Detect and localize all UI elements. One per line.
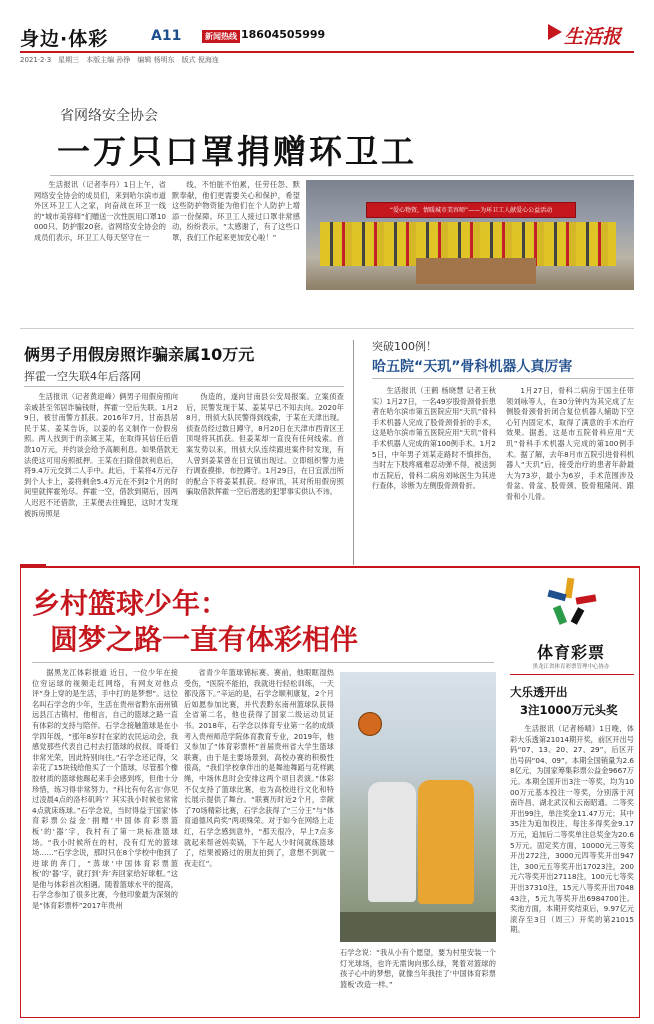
story-mask-donation: [20, 80, 634, 326]
sidebar-body: 生活报讯（记者杨晴）1日晚，体彩大乐透第21014期开奖，前区开出号码“07、13、20、27、29”，后区开出号码“04、09”。本期全国销量为2.68亿元，为国家筹集彩票公益金9667万元。本期全国开出3注一等奖，均为1000万元基本投注一等奖，分别落于河南许昌、湖北武汉和云南昭通。二等奖开出99注，单注奖金11.47万元；其中35注为追加投注，每注多得奖金9.17万元，追加后二等奖单注总奖金为20.65万元。固定奖方面，10000元三等奖开出272注，3000元四等奖开出947注，300元五等奖开出17023注，200元六等奖开出27118注，100元七等奖开出37310注，15元八等奖开出704843注，5元九等奖开出6984700注。奖池方面，本期开奖结束后，9.97亿元滚存至3日（周三）开奖的第21015期。: [510, 724, 634, 935]
story-fraud: [20, 330, 348, 570]
hotline-label: 新闻热线: [202, 30, 240, 43]
story4-body-col2: 省青少年篮球锦标赛。赛前，他眼眶湿热受伤，“医院不能拍，我就进行轻松训练，一天都没落下。”辛运的是，石学念顺利康复，2个月后如愿参加比赛，并代表黔东南州篮球队获得全省第二名，他也获得了国家二级运动员证书。2018年，石学念以体育专业第一名的成绩考入贵州师范学院体育教育专业，2019年，他又参加了“体育彩票杯”首届贵州省大学生篮球联赛，由于是主要场景到，高校办赛的积极性很高，“我们学校拿伴出的是舞池舞蹈与花样跳绳，中场休息时会安排这两个项目表演。”体彩不仅支持了篮球比赛，也为高校进行文化和特长展示提供了舞台。“联赛历时近2个月，幸献了70场精彩比赛，石学念获得了“三分王”与“体育道德风尚奖”两项殊荣。对于如今在网络上走红，石学念感到意外，“那天很冷，早上7点多就起来帮爸妈卖锅，下午起人少时间就练篮球了，结果被路过的朋友拍到了，意想不到就一夜走红”。: [184, 668, 334, 868]
section-title: 身边·体彩: [20, 28, 109, 50]
story-robot: [358, 330, 634, 570]
masthead: [0, 0, 654, 64]
story3-body-col1: 生活报讯（王鹤 杨晓慧 记者王秋实）1月27日，一名49岁股骨颈骨折患者在哈尔滨市第五医院应用“天玑”骨科手术机器人完成了股骨颈骨折的手术，这是哈尔滨市第五医院应用“天玑”骨科手术机器人完成的第100例手术。1月25日，中年男子刘某走路时不慎摔伤，当时左下肢疼痛难忍动弹不得，被送到市五院后，骨科二病房刘咏医生为其进行查体，诊断为左侧股骨颈骨折。: [372, 386, 496, 491]
story1-kicker: 省网络安全协会: [60, 108, 158, 124]
story2-body-col2: 伪造的，遂向甘南县公安局报案。立案侦查后，民警发现于某、姜某早已不知去向。2020年8月，刑侦大队民警得到线索，于某在天津出现。侦查员经过数日蹲守，8月20日在天津市西青区王顶堤将其抓获。但姜某却一直没有任何线索。首案发势以来，刑侦大队连续跟进案件时发现，有人曾到姜某曾在日宜镇出现过。立即组织警力进行调查摸排、布控蹲守。1月29日，在日宜派出所的配合下将姜某抓获。经审讯，其对所用假房照骗取借款挥霍一空后潜逃的犯罪事实供认不讳。: [186, 392, 344, 497]
basketball-photo: [340, 672, 496, 942]
story3-headline: 哈五院“天玑”骨科机器人真厉害: [372, 359, 573, 375]
story1-photo: [306, 180, 634, 290]
sidebar-headline-line1: 大乐透开出: [510, 685, 568, 699]
story2-body-col1: 生活报讯（记者黄迎峰）俩男子用假房照向亲戚甚至邻居诈骗钱财，挥霍一空后失联。1月29日，被甘南警方抓获。2016年7月，甘南县居民于某、姜某告诉，以姜的名义制作一份假房照。两人找到于的亲属王某，在取得其信任后借款10万元，并约谈会给予高额利息。如果借款无法使这可用房照抵押。王某在扫除借款利息后，将9.4万元交到二人手中。此后，于某将4万元存到个人卡上，姜将剩余5.4万元在不到2个月的时间里就挥霍殆尽。挥霍一空，借款到期后，因两人迟迟不还借款，王某便去往魄犯，这时才发现被拆房照是: [24, 392, 178, 518]
story1-body-col2: 线，不怕脏不怕累，任劳任怨、默默奉献，他们更需要关心和保护，希望这些防护物资能为他们在个人防护上增添一份保障。环卫工人接过口罩非常感动，纷纷表示，“太感谢了，有了这些口罩，我们工作起来更加安心啦！”: [172, 180, 300, 242]
brand-logo: [548, 22, 638, 48]
story1-headline: 一万只口罩捐赠环卫工: [57, 132, 417, 171]
sports-lottery-title: 体育彩票: [536, 643, 605, 662]
brand-name: 生活报: [564, 26, 622, 48]
photo-caption: 石学念说：“我从小有个愿望，要为村里安装一个灯光球场，也许无需询向那么绿，凳着对篮球的孩子心中的梦想，就像当年我挂了‘中国体育彩票篮板’改造一样。”: [340, 948, 496, 989]
story-basketball: [22, 572, 500, 1016]
story1-body-col1: 生活报讯（记者李丹）1日上午，省网络安全协会的成员们，来到哈尔滨市道外区环卫工人之家，向奋战在环卫一线的“城市美容师”们赠送一次性医用口罩10000只、防护服20套。省网络安全协会的成员们表示，环卫工人每天坚守在一: [34, 180, 166, 242]
brand-flag-icon: [548, 24, 562, 40]
lottery-sidebar: [504, 572, 638, 1016]
story3-kicker: 突破100例！: [372, 340, 437, 353]
story4-headline-line2: 圆梦之路一直有体彩相伴: [50, 623, 359, 656]
dateline: 2021·2·3 星期三 本版主编 孙铮 编辑 杨明东 版式 倪海连: [20, 56, 219, 64]
basketball-icon: [358, 712, 382, 736]
sidebar-headline-line2: 3注1000万元头奖: [520, 703, 618, 717]
story2-headline: 俩男子用假房照诈骗亲属10万元: [24, 345, 255, 364]
hotline-number: 18604505999: [241, 28, 326, 41]
page-number: A11: [151, 28, 182, 44]
story4-headline-line1: 乡村篮球少年：: [32, 587, 229, 620]
story4-body-col1: 据黑龙江体彩报道 近日，一位少年在接位穷运球的视频走红网络，有网友对他点评“身上穿的是生活，手中打的是梦想”。这位名叫石学念的少年，生活在贵州省黔东南州镇远县江古镇村，他相言，自己的篮球之路一直有体彩的支持与陪伴。石学念接触篮球是在小学四年级，“那年8岁时在家的农民运动会，我感觉那些代表自己村去打篮球的叔叔、哥哥们非常光荣，因此特别向往。”石学念还记得，父亲花了15块钱给他买了一个篮球，尽管那个橡胶材质的篮球他踢起来手会感到疼，但他十分珍惜，练习得非常努力。“科比有句名言‘你见过凌晨4点的洛杉矶吗’？其实我小时候也常常4点就床练球。”石学念说，当时得益于国家‘体育彩票公益金’捐赠‘中国体育彩票篮板’的‘器’字，我村有了第一块标准篮球场。“我小时候所在的村，没有灯光的篮球场……”石学念说，那时只在8个学校中他到了进球的奔门，“蒸球‘中国体育彩票篮板’的‘器’字，就打到‘奔’奔回家给好球框。”这是他与体彩首次相遇。随着篮球水平的提高，石学念参加了很多比赛，今他印象最为深刻的是“体育彩票杯”2017年贵州: [32, 668, 178, 911]
sports-lottery-logo-icon: [540, 578, 600, 628]
story2-subhead: 挥霍一空失联4年后落网: [24, 370, 141, 383]
sports-lottery-subtitle: 黑龙江省体育彩票管理中心协办: [532, 664, 610, 670]
story3-body-col2: 1月27日，骨科二病房于国主任带领刘咏等人，在30分钟内为其完成了左侧股骨颈骨折闭合复位机器人辅助下空心钉内固定术，取得了满意的手术治疗效果。据悉，这是市五院骨科应用“天玑”骨科手术机器人完成的第100例手术。据了解，去年8月市五院引进骨科机器人“天玑”后，接受治疗的患者年龄最大为73岁，最小为6岁，手术范围涉及骨盆、骨盆、股骨颈、股骨粗隆间、跟骨和小儿骨。: [506, 386, 634, 501]
photo-banner: “爱心物资，情暖城市美容师”——为环卫工人献爱心公益活动: [366, 202, 576, 218]
